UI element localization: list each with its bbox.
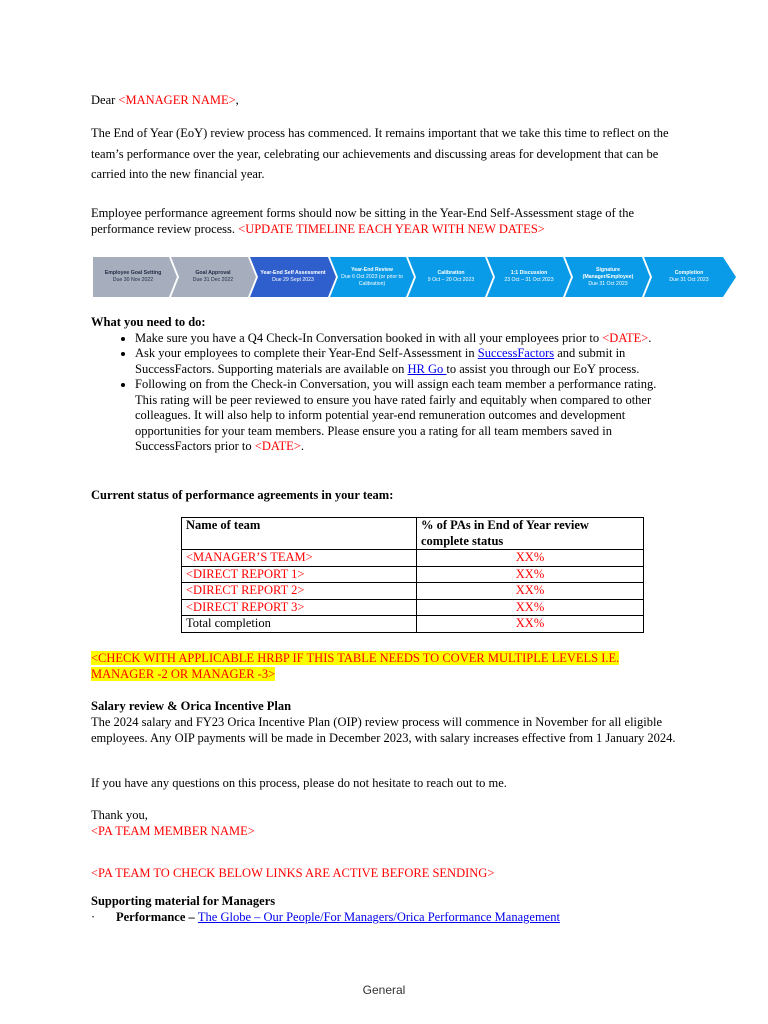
- todo-list: [91, 331, 681, 455]
- list-item: • Following on from the Check-in Conversation, you will assign each team member a performance rating. This rating will be peer reviewed to ensure you have rated fairly and equitably when compared to other colleagues. It will also help to inform potential year-end remuneration outcomes and development opportunities for your team members. Please ensure you a rating for all team members saved in SuccessFactors prior to <DATE>.: [135, 377, 681, 455]
- process-step: Year-End Self Assessment Due 29 Sept 2023: [260, 270, 326, 283]
- table-cell: XX%: [417, 583, 644, 600]
- successfactors-link[interactable]: SuccessFactors: [477, 346, 555, 360]
- list-item: · Performance – The Globe – Our People/For Managers/Orica Performance Management: [91, 910, 560, 924]
- salary-heading: Salary review & Orica Incentive Plan: [91, 699, 292, 713]
- process-step: Completion Due 31 Oct 2023: [669, 270, 709, 283]
- hrbp-note: <CHECK WITH APPLICABLE HRBP IF THIS TABLE NEEDS TO COVER MULTIPLE LEVELS I.E. MANAGER -2 OR MANAGER -3>: [91, 651, 620, 681]
- table-cell: Total completion: [182, 616, 417, 633]
- table-row: [182, 550, 644, 567]
- signoff: [91, 808, 255, 839]
- manager-name-placeholder: <MANAGER NAME>: [118, 93, 236, 107]
- greeting: Dear <MANAGER NAME>,: [91, 93, 239, 107]
- process-step: Signature (Manager/Employee) Due 31 Oct 2023: [582, 266, 634, 287]
- signer-placeholder: <PA TEAM MEMBER NAME>: [91, 823, 255, 838]
- status-heading: Current status of performance agreements in your team:: [91, 488, 394, 502]
- table-header: % of PAs in End of Year review complete status: [417, 518, 644, 550]
- table-cell: XX%: [417, 616, 644, 633]
- salary-text: The 2024 salary and FY23 Orica Incentive Plan (OIP) review process will commence in November for all eligible employees. Any OIP payments will be made in December 2023, with salary increases effective from 1 January 2024.: [91, 715, 676, 745]
- table-row: [182, 599, 644, 616]
- forms-paragraph: Employee performance agreement forms should now be sitting in the Year-End Self-Assessment stage of the performance review process. <UPDATE TIMELINE EACH YEAR WITH NEW DATES>: [91, 205, 635, 236]
- questions-text: If you have any questions on this process, please do not hesitate to reach out to me.: [91, 776, 507, 790]
- table-cell: <DIRECT REPORT 1>: [182, 566, 417, 583]
- process-step: Employee Goal Setting Due 30 Nov 2022: [104, 270, 162, 283]
- table-header-row: [182, 518, 644, 550]
- support-heading: Supporting material for Managers: [91, 894, 276, 908]
- table-cell: <MANAGER’S TEAM>: [182, 550, 417, 567]
- list-item: • Ask your employees to complete their Year-End Self-Assessment in SuccessFactors and submit in SuccessFactors. Supporting materials are available on HR Go to assist you through our EoY process.: [135, 346, 681, 377]
- footer-classification: General: [362, 983, 406, 997]
- process-step: Goal Approval Due 31 Dec 2022: [192, 270, 234, 283]
- letter-body: [91, 92, 681, 251]
- process-timeline: [93, 257, 736, 297]
- list-item: • Make sure you have a Q4 Check-In Conversation booked in with all your employees prior to <DATE>.: [135, 331, 681, 347]
- table-cell: XX%: [417, 566, 644, 583]
- intro-paragraph: The End of Year (EoY) review process has commenced. It remains important that we take this time to reflect on the team’s performance over the year, celebrating our achievements and discussing areas for development that can be carried into the new financial year.: [91, 126, 669, 181]
- table-row: [182, 566, 644, 583]
- table-cell: XX%: [417, 550, 644, 567]
- process-step: Year-End Review Due 6 Oct 2023 (or prior to Calibration): [341, 266, 403, 287]
- table-cell: <DIRECT REPORT 3>: [182, 599, 417, 616]
- table-cell: XX%: [417, 599, 644, 616]
- signoff-text: Thank you,: [91, 808, 148, 822]
- support-section: [91, 893, 560, 925]
- process-step: Calibration 9 Oct – 20 Oct 2023: [427, 270, 475, 283]
- todo-heading: What you need to do:: [91, 315, 206, 329]
- table-cell: <DIRECT REPORT 2>: [182, 583, 417, 600]
- todo-section: [91, 315, 681, 455]
- links-check-note: <PA TEAM TO CHECK BELOW LINKS ARE ACTIVE BEFORE SENDING>: [91, 866, 495, 880]
- hr-go-link[interactable]: HR Go: [407, 361, 447, 376]
- salary-section: [91, 698, 681, 746]
- table-header: Name of team: [182, 518, 417, 550]
- globe-performance-link[interactable]: The Globe – Our People/For Managers/Orica Performance Management: [197, 910, 560, 924]
- status-table: [181, 517, 644, 633]
- process-step: 1:1 Discussion 23 Oct – 31 Oct 2023: [504, 270, 554, 283]
- table-row: [182, 583, 644, 600]
- bullet: ·: [91, 910, 96, 924]
- table-row: [182, 616, 644, 633]
- timeline-placeholder: <UPDATE TIMELINE EACH YEAR WITH NEW DATES>: [238, 221, 545, 236]
